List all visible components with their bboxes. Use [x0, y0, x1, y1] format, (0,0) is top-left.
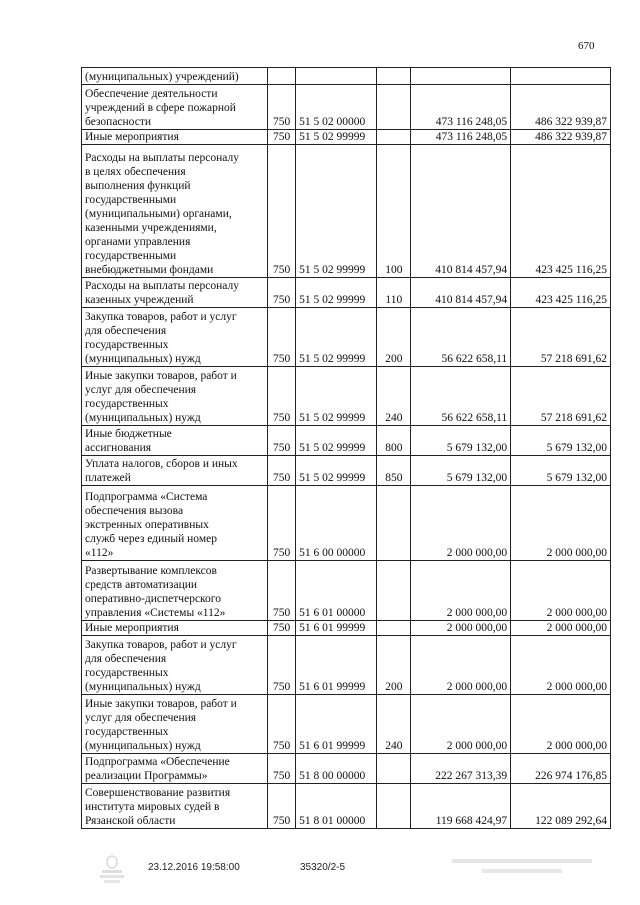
cell-sum-2018: 226 974 176,85	[511, 754, 611, 784]
cell-sum-2017: 2 000 000,00	[411, 695, 511, 754]
cell-vr-code	[377, 561, 411, 621]
table-row	[82, 145, 611, 278]
cell-sum-2017: 5 679 132,00	[411, 426, 511, 456]
cell-csr-code: 51 6 01 00000	[296, 561, 377, 621]
cell-ved-code: 750	[268, 130, 296, 145]
cell-sum-2018: 423 425 116,25	[511, 145, 611, 278]
cell-sum-2017: 56 622 658,11	[411, 308, 511, 367]
cell-name: Уплата налогов, сборов и иных платежей	[82, 456, 268, 486]
cell-sum-2017: 56 622 658,11	[411, 367, 511, 426]
table-row	[82, 784, 611, 829]
table-row	[82, 68, 611, 85]
cell-sum-2017: 119 668 424,97	[411, 784, 511, 829]
cell-vr-code: 100	[377, 145, 411, 278]
cell-sum-2018: 2 000 000,00	[511, 695, 611, 754]
cell-sum-2017: 410 814 457,94	[411, 145, 511, 278]
cell-ved-code: 750	[268, 486, 296, 561]
cell-name: Закупка товаров, работ и услуг для обеспечения государственных (муниципальных) нужд	[82, 308, 268, 367]
table-row	[82, 367, 611, 426]
cell-sum-2017: 222 267 313,39	[411, 754, 511, 784]
cell-vr-code	[377, 784, 411, 829]
cell-csr-code: 51 5 02 99999	[296, 367, 377, 426]
cell-sum-2018: 57 218 691,62	[511, 308, 611, 367]
table-row	[82, 456, 611, 486]
cell-ved-code: 750	[268, 621, 296, 636]
table-row	[82, 85, 611, 130]
cell-csr-code: 51 6 01 99999	[296, 636, 377, 695]
cell-vr-code	[377, 754, 411, 784]
cell-csr-code: 51 8 01 00000	[296, 784, 377, 829]
table-row	[82, 308, 611, 367]
table-row	[82, 695, 611, 754]
cell-name: (муниципальных) учреждений)	[82, 68, 268, 85]
cell-csr-code: 51 5 02 99999	[296, 426, 377, 456]
cell-csr-code: 51 6 01 99999	[296, 621, 377, 636]
watermark-lines-icon	[452, 856, 592, 878]
footer-date: 23.12.2016 19:58:00	[148, 862, 240, 873]
cell-sum-2017	[411, 68, 511, 85]
cell-csr-code: 51 5 02 99999	[296, 456, 377, 486]
cell-name: Обеспечение деятельности учреждений в сфере пожарной безопасности	[82, 85, 268, 130]
cell-ved-code: 750	[268, 145, 296, 278]
cell-vr-code	[377, 85, 411, 130]
cell-ved-code: 750	[268, 426, 296, 456]
cell-csr-code: 51 5 02 99999	[296, 308, 377, 367]
cell-vr-code: 240	[377, 695, 411, 754]
cell-csr-code: 51 5 02 00000	[296, 85, 377, 130]
cell-name: Закупка товаров, работ и услуг для обеспечения государственных (муниципальных) нужд	[82, 636, 268, 695]
cell-vr-code: 110	[377, 278, 411, 308]
cell-ved-code: 750	[268, 636, 296, 695]
cell-sum-2017: 5 679 132,00	[411, 456, 511, 486]
cell-sum-2017: 2 000 000,00	[411, 636, 511, 695]
cell-ved-code: 750	[268, 695, 296, 754]
cell-ved-code: 750	[268, 278, 296, 308]
cell-name: Расходы на выплаты персоналу казенных учреждений	[82, 278, 268, 308]
watermark-stamp-icon	[452, 856, 592, 881]
cell-sum-2017: 410 814 457,94	[411, 278, 511, 308]
cell-csr-code: 51 5 02 99999	[296, 130, 377, 145]
cell-name: Подпрограмма «Система обеспечения вызова экстренных оперативных служб через единый номер «112»	[82, 486, 268, 561]
table-row	[82, 561, 611, 621]
cell-name: Иные закупки товаров, работ и услуг для обеспечения государственных (муниципальных) нужд	[82, 695, 268, 754]
table-row	[82, 486, 611, 561]
cell-sum-2018: 122 089 292,64	[511, 784, 611, 829]
cell-ved-code	[268, 68, 296, 85]
cell-name: Иные закупки товаров, работ и услуг для обеспечения государственных (муниципальных) нужд	[82, 367, 268, 426]
cell-vr-code	[377, 68, 411, 85]
cell-name: Развертывание комплексов средств автоматизации оперативно-диспетчерского управления «Системы «112»	[82, 561, 268, 621]
table-row	[82, 426, 611, 456]
table-row	[82, 278, 611, 308]
table-row	[82, 621, 611, 636]
registration-stamp-icon	[98, 852, 126, 888]
page-number: 670	[578, 40, 595, 52]
cell-name: Совершенствование развития института мировых судей в Рязанской области	[82, 784, 268, 829]
cell-ved-code: 750	[268, 784, 296, 829]
cell-csr-code: 51 5 02 99999	[296, 278, 377, 308]
cell-vr-code: 850	[377, 456, 411, 486]
cell-sum-2018: 486 322 939,87	[511, 130, 611, 145]
cell-sum-2018	[511, 68, 611, 85]
cell-name: Иные мероприятия	[82, 130, 268, 145]
cell-vr-code: 200	[377, 308, 411, 367]
cell-sum-2017: 2 000 000,00	[411, 561, 511, 621]
cell-sum-2018: 5 679 132,00	[511, 426, 611, 456]
cell-sum-2018: 2 000 000,00	[511, 636, 611, 695]
cell-csr-code	[296, 68, 377, 85]
cell-name: Подпрограмма «Обеспечение реализации Программы»	[82, 754, 268, 784]
cell-sum-2017: 2 000 000,00	[411, 486, 511, 561]
cell-name: Иные бюджетные ассигнования	[82, 426, 268, 456]
table-row	[82, 636, 611, 695]
cell-csr-code: 51 8 00 00000	[296, 754, 377, 784]
cell-sum-2018: 486 322 939,87	[511, 85, 611, 130]
cell-vr-code: 240	[377, 367, 411, 426]
budget-table	[81, 67, 611, 829]
cell-sum-2018: 2 000 000,00	[511, 621, 611, 636]
stamp-emblem-icon	[98, 852, 126, 886]
cell-vr-code: 800	[377, 426, 411, 456]
cell-vr-code	[377, 621, 411, 636]
cell-ved-code: 750	[268, 754, 296, 784]
cell-vr-code	[377, 130, 411, 145]
cell-sum-2018: 5 679 132,00	[511, 456, 611, 486]
cell-sum-2017: 2 000 000,00	[411, 621, 511, 636]
cell-csr-code: 51 6 01 99999	[296, 695, 377, 754]
cell-vr-code	[377, 486, 411, 561]
budget-table-body	[82, 68, 611, 829]
cell-csr-code: 51 5 02 99999	[296, 145, 377, 278]
cell-sum-2017: 473 116 248,05	[411, 130, 511, 145]
cell-name: Иные мероприятия	[82, 621, 268, 636]
cell-ved-code: 750	[268, 456, 296, 486]
table-row	[82, 754, 611, 784]
cell-ved-code: 750	[268, 367, 296, 426]
cell-sum-2018: 2 000 000,00	[511, 561, 611, 621]
cell-sum-2018: 423 425 116,25	[511, 278, 611, 308]
cell-ved-code: 750	[268, 561, 296, 621]
cell-ved-code: 750	[268, 85, 296, 130]
footer-doc-id: 35320/2-5	[300, 862, 346, 873]
cell-ved-code: 750	[268, 308, 296, 367]
cell-csr-code: 51 6 00 00000	[296, 486, 377, 561]
cell-sum-2018: 2 000 000,00	[511, 486, 611, 561]
cell-sum-2017: 473 116 248,05	[411, 85, 511, 130]
table-row	[82, 130, 611, 145]
cell-sum-2018: 57 218 691,62	[511, 367, 611, 426]
cell-name: Расходы на выплаты персоналу в целях обеспечения выполнения функций государственными (муниципальными) органами, казенными учреждениями, органами управления государственными внебюджетными фондами	[82, 145, 268, 278]
cell-vr-code: 200	[377, 636, 411, 695]
